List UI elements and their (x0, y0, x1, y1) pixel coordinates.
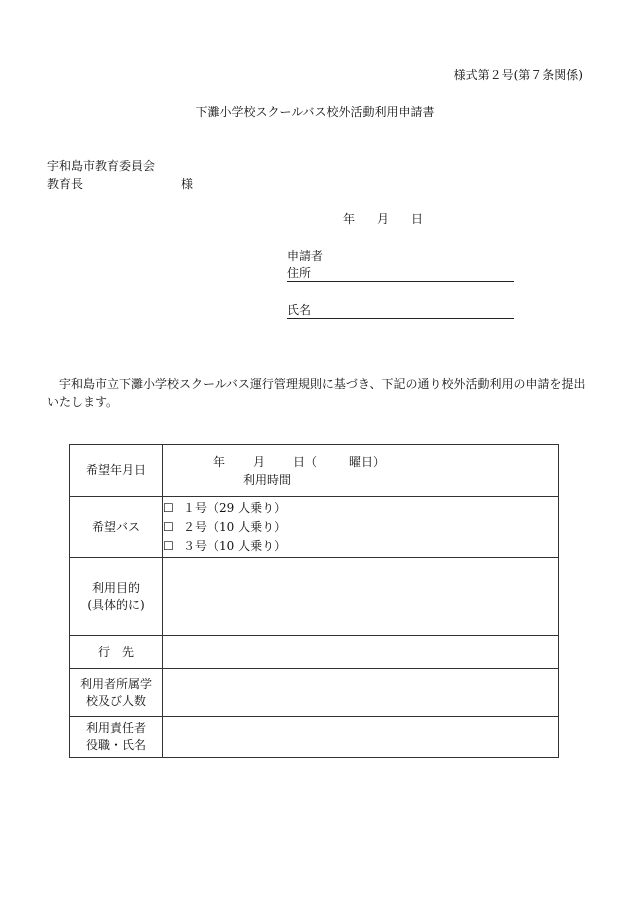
bus-option-1[interactable] (163, 499, 558, 518)
applicant-address-label: 住所 (287, 266, 312, 280)
bus-option-label: ２号（10 人乗り） (183, 519, 287, 534)
desired-date-label: 希望年月日 (70, 445, 163, 497)
date-day: 日 (411, 212, 424, 226)
applicant-address-field[interactable] (287, 265, 514, 282)
purpose-label (70, 558, 163, 636)
applicant-name-label: 氏名 (287, 303, 312, 317)
responsible-person-label (70, 717, 163, 758)
desired-year: 年 (213, 454, 226, 469)
destination-label: 行 先 (70, 636, 163, 669)
document-title: 下灘小学校スクールバス校外活動利用申請書 (195, 105, 435, 119)
table-row (70, 558, 559, 636)
table-row (70, 669, 559, 717)
body-text: 宇和島市立下灘小学校スクールバス運行管理規則に基づき、下記の通り校外活動利用の申請を提出いたします。 (47, 377, 586, 409)
bus-option-2[interactable] (163, 518, 558, 537)
recipient-honorific: 様 (181, 177, 194, 191)
bus-option-label: １号（29 人乗り） (183, 500, 287, 515)
recipient-title: 教育長 (47, 177, 84, 191)
recipient-organization: 宇和島市教育委員会 (47, 159, 156, 173)
desired-month: 月 (253, 454, 266, 469)
responsible-person-cell[interactable] (163, 717, 559, 758)
request-details-table (69, 444, 559, 758)
bus-option-label: ３号（10 人乗り） (183, 538, 287, 553)
table-row (70, 497, 559, 558)
table-row (70, 636, 559, 669)
form-number: 様式第２号(第７条関係) (453, 68, 583, 82)
responsible-label-line1: 利用責任者 (85, 721, 146, 735)
table-row (70, 717, 559, 758)
destination-cell[interactable] (163, 636, 559, 669)
school-and-headcount-cell[interactable] (163, 669, 559, 717)
purpose-label-line1: 利用目的 (91, 580, 140, 595)
desired-bus-cell (163, 497, 559, 558)
usage-time-label: 利用時間 (243, 472, 292, 487)
school-label-line1: 利用者所属学 (79, 676, 152, 691)
checkbox-icon[interactable]: ☐ (163, 538, 174, 553)
date-month: 月 (377, 212, 390, 226)
checkbox-icon[interactable]: ☐ (163, 500, 174, 515)
application-date (343, 211, 423, 227)
date-year: 年 (343, 212, 356, 226)
desired-day: 日（ (293, 454, 318, 469)
purpose-label-line2: (具体的に) (87, 597, 145, 612)
desired-weekday: 曜日） (349, 454, 386, 469)
desired-date-cell[interactable] (163, 445, 559, 497)
responsible-label-line2: 役職・氏名 (85, 738, 146, 752)
school-label-line2: 校及び人数 (85, 693, 146, 708)
desired-date-value (163, 453, 558, 471)
applicant-name-field[interactable] (287, 302, 514, 319)
school-and-headcount-label (70, 669, 163, 717)
table-row (70, 445, 559, 497)
bus-option-3[interactable] (163, 537, 558, 556)
purpose-cell[interactable] (163, 558, 559, 636)
applicant-heading: 申請者 (287, 249, 324, 263)
desired-bus-label: 希望バス (70, 497, 163, 558)
checkbox-icon[interactable]: ☐ (163, 519, 174, 534)
